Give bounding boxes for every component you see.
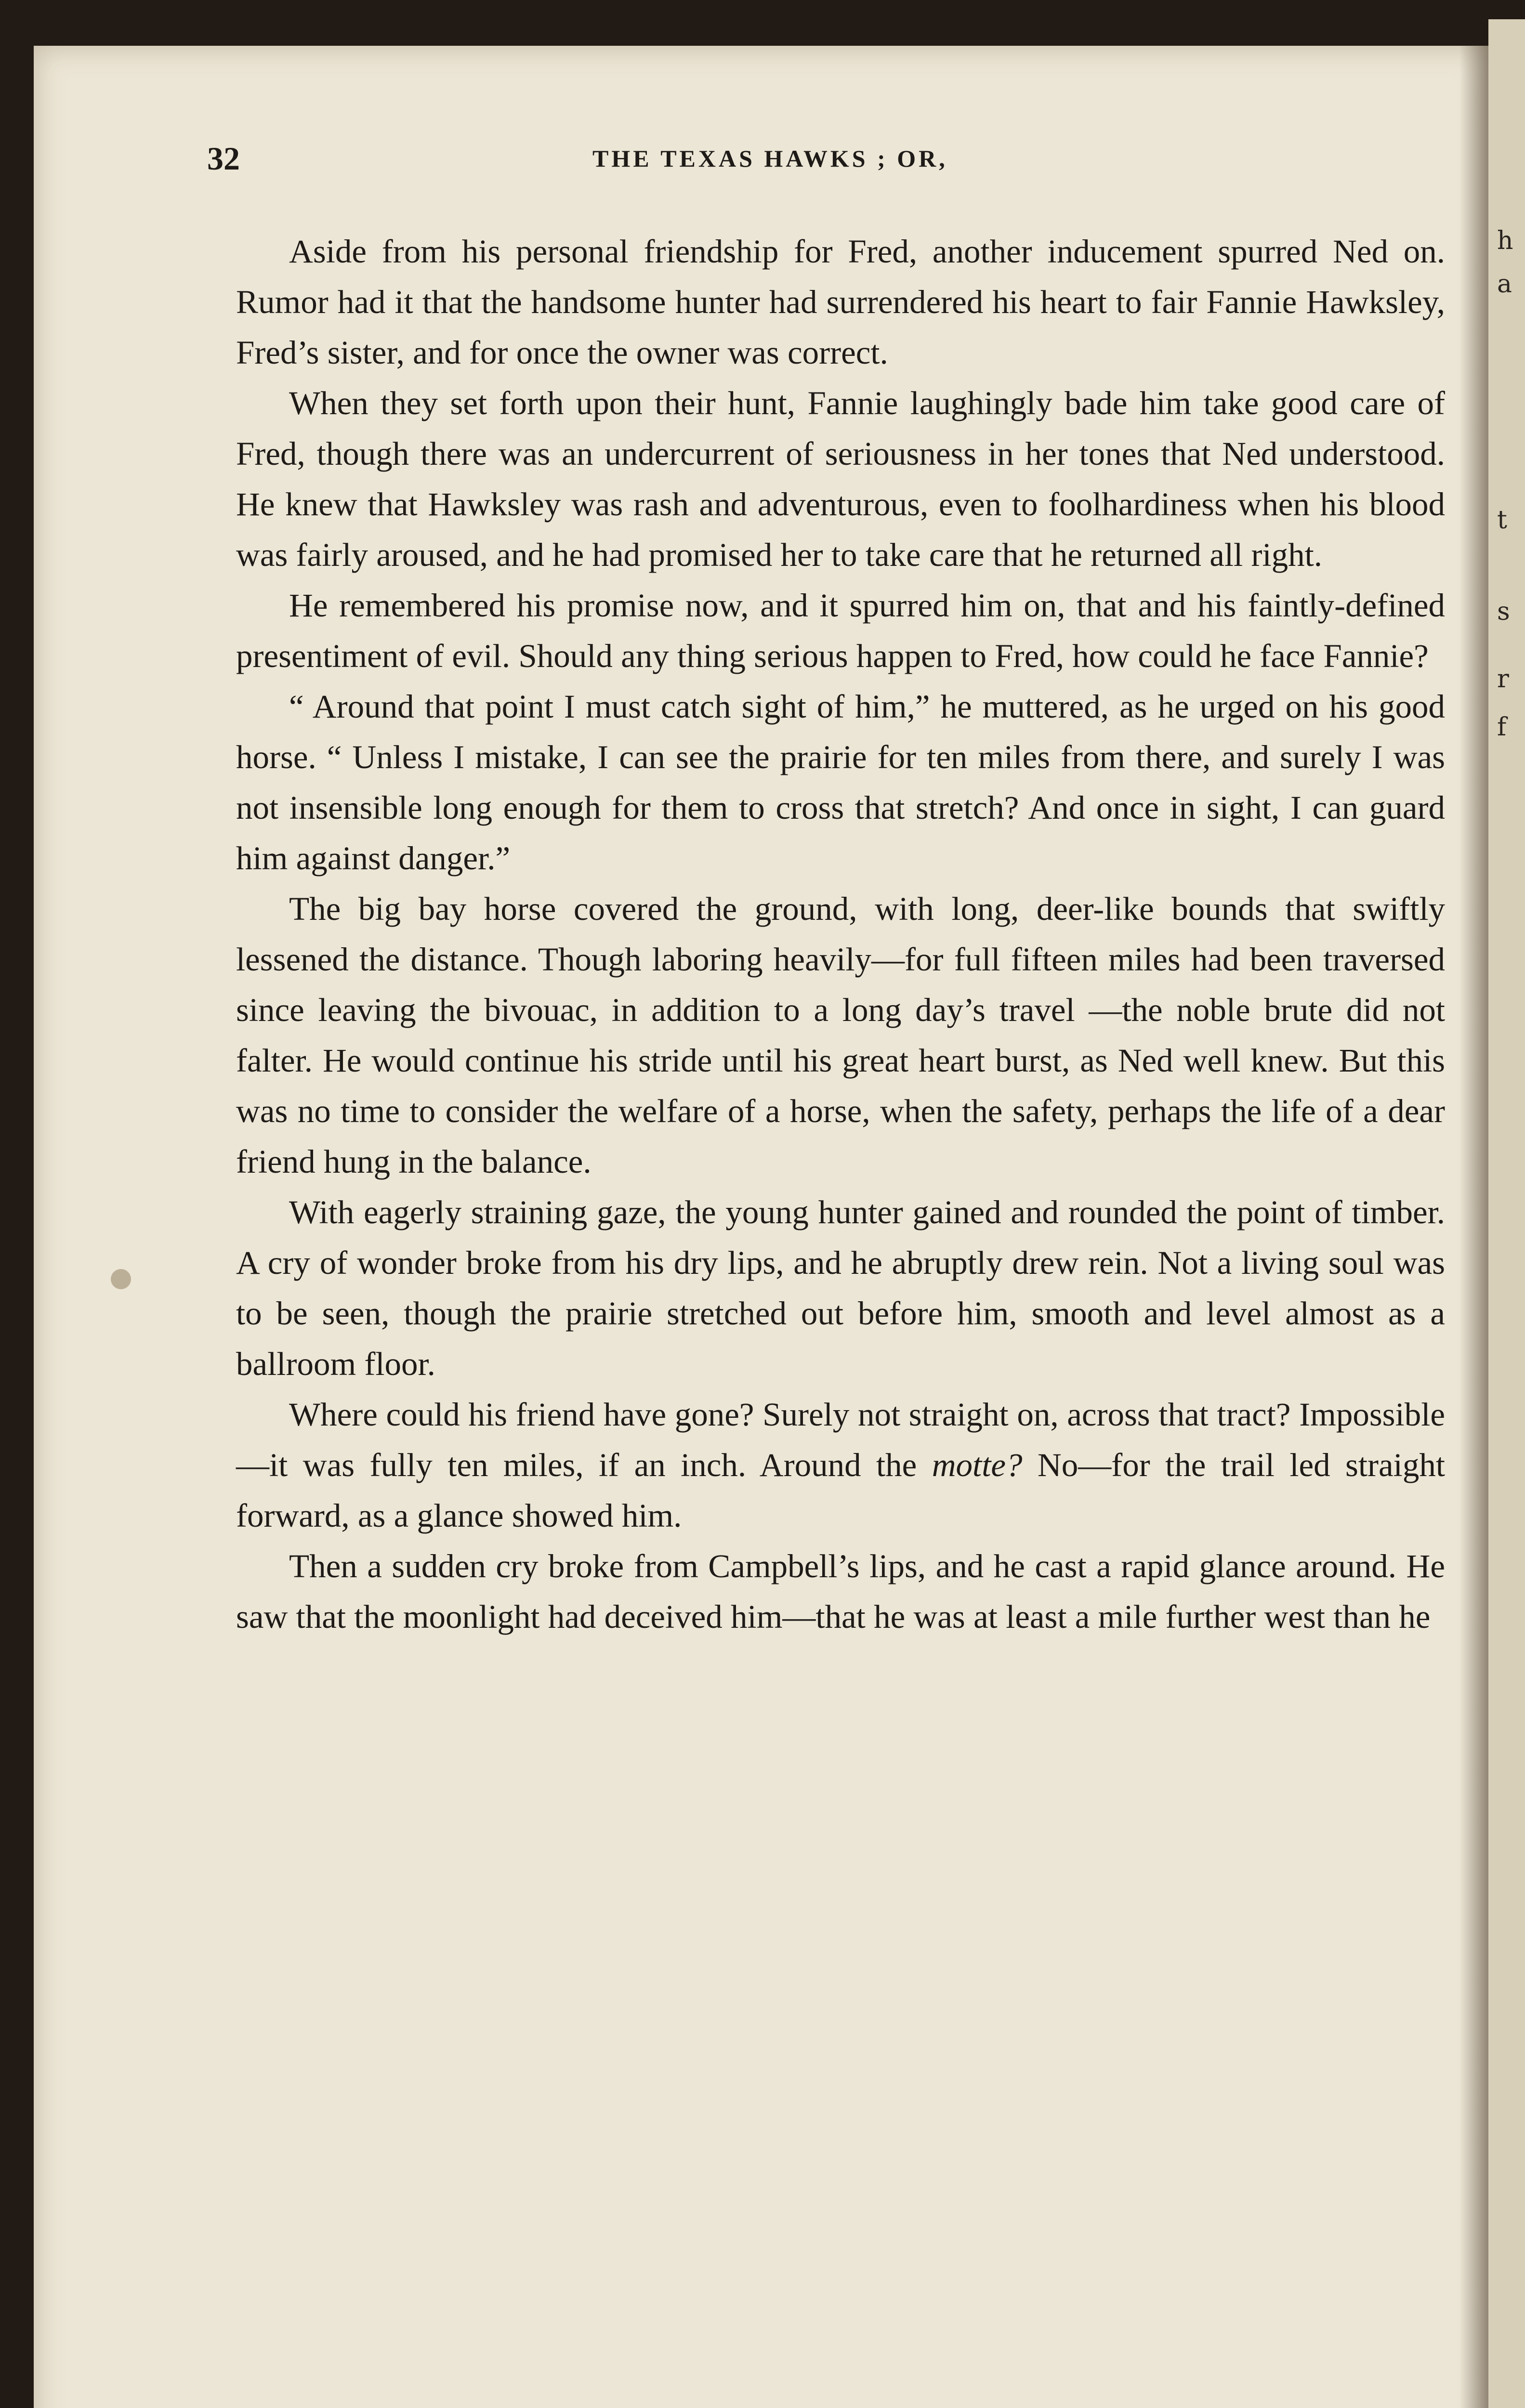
- paragraph: When they set forth upon their hunt, Fannie laughingly bade him take good care of Fred, though there was an undercurrent of seriousness in her tones that Ned understood. He knew that Hawksley was rash and adventurous, even to foolhardiness when his blood was fairly aroused, and he had promised her to take care that he returned all right.: [236, 385, 1445, 573]
- page-stain: [111, 1269, 131, 1289]
- paragraph: “ Around that point I must catch sight of him,” he muttered, as he urged on his good horse. “ Unless I mistake, I can see the prairie for ten miles from there, and surely I was not insensible long enough for them to cross that stretch? And once in sight, I can guard him against danger.”: [236, 688, 1445, 877]
- paragraph: [236, 1389, 1445, 1541]
- body-text: [236, 226, 1445, 1642]
- bleed-letter: t: [1497, 506, 1507, 535]
- bleed-letter: f: [1497, 713, 1507, 742]
- paragraph: He remembered his promise now, and it spurred him on, that and his faintly-defined presentiment of evil. Should any thing serious happen to Fred, how could he face Fannie?: [236, 587, 1445, 674]
- running-head: THE TEXAS HAWKS ; OR,: [592, 145, 948, 172]
- bleed-letter: h: [1497, 226, 1513, 255]
- page-header: [207, 140, 1459, 183]
- paragraph-text: No—for the trail led straight forward, as a glance showed him.: [236, 1447, 1445, 1534]
- paragraph: Then a sudden cry broke from Campbell’s lips, and he cast a rapid glance around. He saw that the moonlight had deceived him—that he was at least a mile further west than he: [236, 1548, 1445, 1635]
- bleed-letter: a: [1497, 270, 1512, 299]
- italic-term: motte?: [932, 1447, 1023, 1483]
- paragraph: The big bay horse covered the ground, with long, deer-like bounds that swiftly lessened the distance. Though laboring heavily—for full fifteen miles had been traversed since leaving the bivouac, in addition to a long day’s travel —the noble brute did not falter. He would continue his stride until his great heart burst, as Ned well knew. But this was no time to consider the welfare of a horse, when the safety, perhaps the life of a dear friend hung in the balance.: [236, 890, 1445, 1180]
- page-number: 32: [207, 140, 240, 177]
- paragraph: Aside from his personal friendship for Fred, another inducement spurred Ned on. Rumor had it that the handsome hunter had surrendered his heart to fair Fannie Hawksley, Fred’s sister, and for once the owner was correct.: [236, 233, 1445, 371]
- binding-shadow: [1459, 46, 1488, 2408]
- facing-page-edge: [1488, 19, 1525, 2408]
- bleed-letter: s: [1497, 597, 1510, 626]
- paragraph: With eagerly straining gaze, the young hunter gained and rounded the point of timber. A cry of wonder broke from his dry lips, and he abruptly drew rein. Not a living soul was to be seen, though the prairie stretched out before him, smooth and level almost as a ballroom floor.: [236, 1194, 1445, 1382]
- bleed-letter: r: [1497, 665, 1509, 694]
- paragraph-text: Where could his friend have gone? Surely not straight on, across that tract? Impossible—it was fully ten miles, if an inch. Around the: [236, 1396, 1445, 1483]
